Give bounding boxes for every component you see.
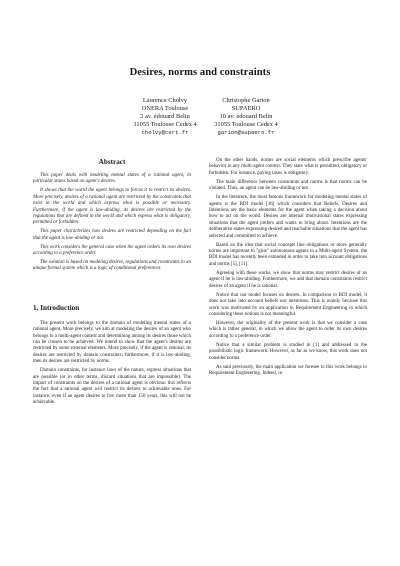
author-affiliation: SUPAERO — [231, 105, 261, 113]
author-email: cholvy@cert.fr — [141, 129, 189, 137]
abstract-paragraph: The solution is based on modeling desires, regulations and constraints in an unique formal system which is a logic of conditional preferences. — [33, 259, 191, 272]
body-paragraph: Agreeing with these works, we show that norms may restrict desires of an agent if he is law-abiding. Furthermore, we add that domain constraints restrict desires of an agent if he is rational. — [209, 270, 367, 289]
abstract-paragraph: This work considers the general case when the agent orders its own desires according to a preference order. — [33, 244, 191, 256]
abstract-heading: Abstract — [98, 158, 126, 166]
abstract-paragraph: This paper characterizes how desires are restricted depending on the fact that the agent is law-abiding or not. — [33, 229, 191, 241]
body-paragraph: On the other hands, norms are social elements which prescribe agents' behavior in any multi-agent context. They state what is permitted, obligatory or forbidden. For instance, paying taxes is obligatory. — [209, 158, 367, 176]
section-heading-introduction: 1. Introduction — [33, 303, 80, 312]
author-name: Christophe Garion — [222, 97, 270, 104]
author-email: garion@supaero.fr — [217, 129, 275, 137]
author-address-line: 31055 Toulouse Cedex 4 — [214, 121, 278, 129]
body-paragraph: In the literature, the most famous framework for modeling mental states of agents is the BDI model [16] which considers that Beliefs, Desires and Intentions are the basic elements for the agent when taking a decision about how to act on the world. Desires are internal motivational states expressing situations that the agent prefers and wants to bring about. Intentions are the deliberative states expressing desired and reachable situations that the agent has selected and committed to achieve. — [209, 195, 367, 239]
right-column — [209, 158, 367, 380]
author-affiliation: ONERA Toulouse — [141, 105, 189, 113]
body-paragraph: The present work belongs to the domain of modeling mental states of a rational agent. More precisely, we aim at modeling the desires of an agent who belongs to a multi-agent context and determining among its desires those which can be chosen to be achieved. We intend to show that the agent's desires are restricted by some external elements. More precisely, if the agent is rational, its desires are restricted by domain constraints; furthermore, if it is law-abiding, then its desires are restricted by norms. — [33, 320, 191, 365]
author-name: Laurence Cholvy — [142, 97, 188, 104]
abstract-paragraph: This paper deals with modeling mental states of a rational agent, in particular states based on agent's desires. — [33, 173, 191, 185]
body-paragraph: As said previously, the main application we foresee to this work belongs to Requirement Engineering. Indeed, in — [209, 364, 367, 376]
paper-title: Desires, norms and constraints — [129, 67, 271, 78]
body-paragraph: Notice that our model focuses on desires. In comparison to BDI model, it does not take into account beliefs nor intentions. This is mainly because this work was motivated by an application in Requirement Engineering in which considering these notions is not meaningful. — [209, 292, 367, 317]
author-block-2 — [181, 97, 311, 137]
body-paragraph: However, the originality of the present work is that we consider a case which is rather general, in which we allow the agent to order its own desires according to a preference order. — [209, 320, 367, 339]
left-column — [33, 158, 191, 409]
body-paragraph: The main difference between constraints and norms is that norms can be violated. Thus, an agent can be law-abiding or not. — [209, 179, 367, 192]
author-address-line: 10 av. édouard Belin — [219, 113, 273, 121]
author-address-line: 31055 Toulouse Cedex 4 — [133, 121, 197, 129]
body-paragraph: Based on the idea that social concepts like obligations or more generally norms are important to "glue" autonomous agents in a Multi-agent System, the BDI model has recently been extended in order to take into account obligations and norms [5], [11]. — [209, 242, 367, 267]
body-paragraph: Domain constraints, for instance laws of the nature, express situations that are possible (or in other terms, discard situations that are impossible). The impact of constraints on the desires of a rational agent is obvious: this reflects the fact that a rational agent will restrict its desires to achievable ones. For instance, even if an agent desires to live more than 150 years, this will not be achievable. — [33, 368, 191, 406]
body-paragraph: Notice that a similar problem is studied in [1] and addressed in the possibilistic logic framework. However, as far as we know, this work does not consider norms. — [209, 342, 367, 361]
abstract-paragraph: It shows that the world the agent belongs to forces it to restrict its desires. More precisely, desires of a rational agent are restricted by the constraints that exist in the world and which express what is possible or necessary. Furthermore, if the agent is law-abiding, its desires are restricted by the regulations that are defined in the world and which express what is obligatory, permitted or forbidden. — [33, 188, 191, 226]
author-address-line: 2 av. édouard Belin — [140, 113, 190, 121]
